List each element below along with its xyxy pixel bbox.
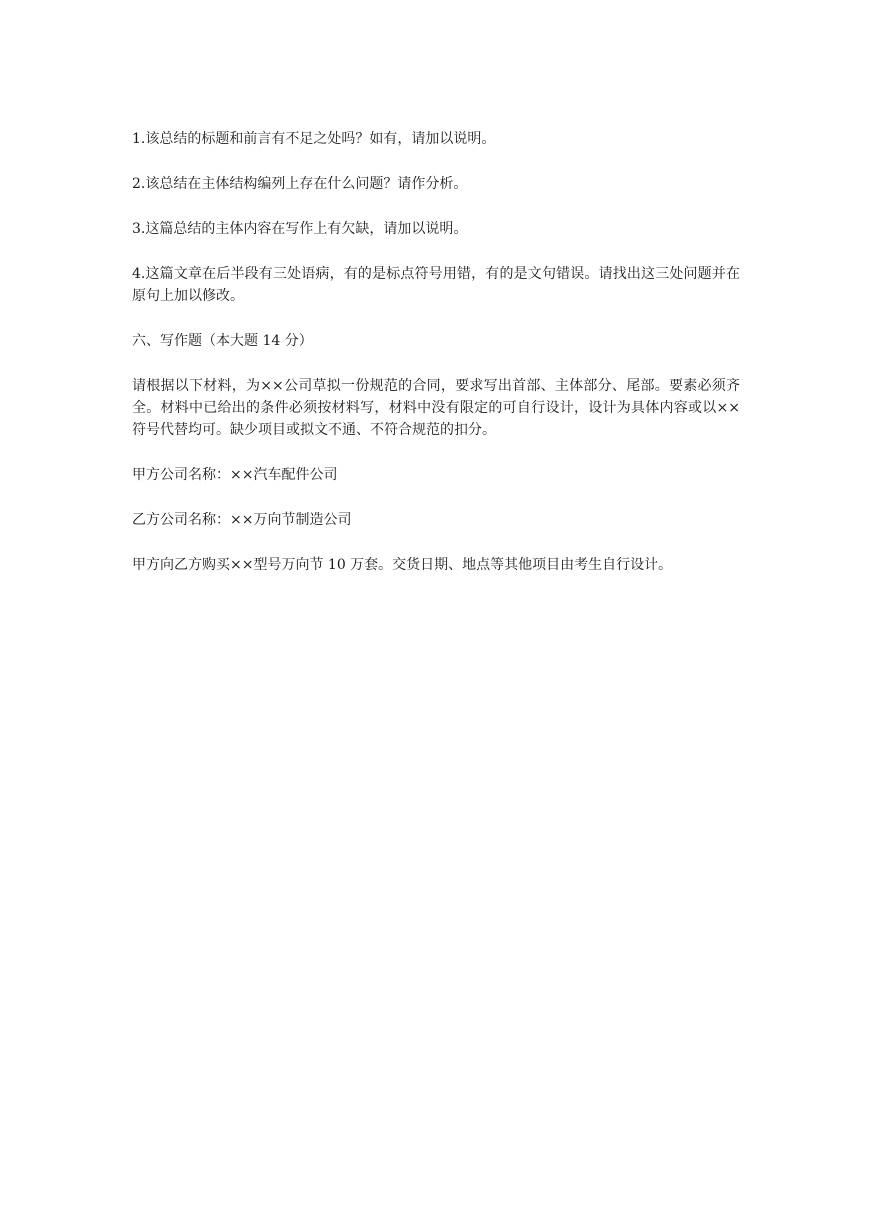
purchase-note: 甲方向乙方购买××型号万向节 10 万套。交货日期、地点等其他项目由考生自行设计。 <box>132 557 673 573</box>
instructions-paragraph: 请根据以下材料，为××公司草拟一份规范的合同，要求写出首部、主体部分、尾部。要素必须齐全。材料中已给出的条件必须按材料写，材料中没有限定的可自行设计，设计为具体内容或以××符号代替均可。缺少项目或拟文不通、不符合规范的扣分。 <box>132 378 740 438</box>
question-4: 4.这篇文章在后半段有三处语病，有的是标点符号用错，有的是文句错误。请找出这三处问题并在原句上加以修改。 <box>132 266 740 304</box>
party-b-line: 乙方公司名称：××万向节制造公司 <box>132 512 352 528</box>
document-page <box>132 128 740 576</box>
section-heading: 六、写作题（本大题 14 分） <box>132 333 313 349</box>
party-a-line: 甲方公司名称：××汽车配件公司 <box>132 467 338 483</box>
question-3: 3.这篇总结的主体内容在写作上有欠缺，请加以说明。 <box>132 221 468 237</box>
question-2: 2.该总结在主体结构编列上存在什么问题？请作分析。 <box>132 176 468 192</box>
question-1: 1.该总结的标题和前言有不足之处吗？如有，请加以说明。 <box>132 131 496 147</box>
